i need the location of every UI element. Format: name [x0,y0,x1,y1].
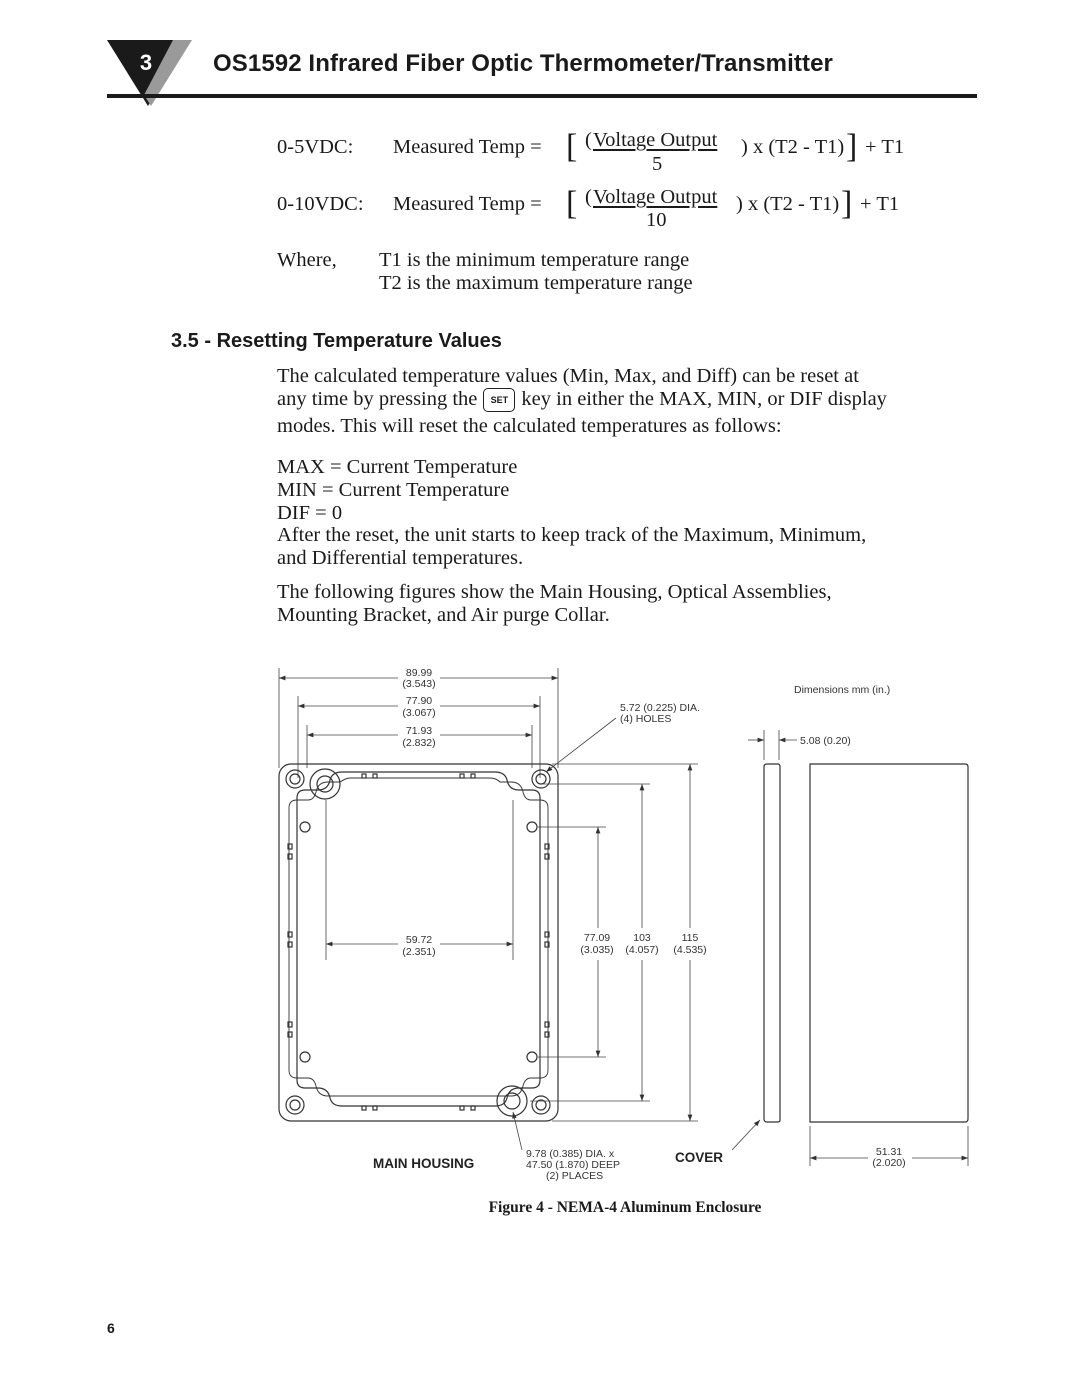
cover-thickness-dim [748,730,797,760]
cover-leader [732,1120,760,1150]
section-heading: 3.5 - Resetting Temperature Values [171,330,502,352]
dim-103-mm: 103 [633,932,651,944]
dim-mid-in: (3.067) [402,707,436,719]
cover-front-profile [810,764,968,1122]
where-label: Where, [277,249,337,271]
page-header-title: OS1592 Infrared Fiber Optic Thermometer/Transmitter [213,50,833,77]
dim-overall-mm: 89.99 [405,667,433,679]
where-t2-line: T2 is the maximum temperature range [379,272,693,294]
formula-5v-denominator: 5 [652,153,663,175]
reset-min-line: MIN = Current Temperature [277,479,510,501]
formula-10v-numerator: Voltage Output [593,186,718,208]
formula-10v-suffix: + T1 [860,193,900,215]
formula-10v-lhs: Measured Temp = [393,193,542,215]
figure-caption: Figure 4 - NEMA-4 Aluminum Enclosure [488,1199,762,1216]
holes-note-line1: 5.72 (0.225) DIA. [620,702,700,714]
dim-overall-in: (3.543) [402,678,436,690]
formula-10v-open-bracket: [ [566,185,578,222]
enclosure-drawing-svg [270,660,980,1200]
boss-note-line1: 9.78 (0.385) DIA. x [526,1148,615,1160]
para1-line2-post: key in either the MAX, MIN, or DIF display [521,388,887,410]
dim-59-mm: 59.72 [405,934,433,946]
units-note: Dimensions mm (in.) [794,684,891,696]
enclosure-drawing [270,660,980,1200]
para1-line2 [277,388,887,412]
dim-mid-mm: 77.90 [405,695,433,707]
formula-10v-close-bracket: ] [841,185,853,222]
page-number: 6 [107,1320,115,1336]
holes-note-line2: (4) HOLES [620,713,672,725]
boss-note-line3: (2) PLACES [546,1170,604,1182]
reset-max-line: MAX = Current Temperature [277,456,518,478]
dim-59-in: (2.351) [402,946,436,958]
para3-line1: The following figures show the Main Housing, Optical Assemblies, [277,581,832,603]
reset-dif-line: DIF = 0 [277,502,343,524]
dim-115-mm: 115 [681,932,699,944]
formula-5v-open-bracket: [ [566,128,578,165]
para1-line3: modes. This will reset the calculated temperatures as follows: [277,415,782,437]
dim-103-in: (4.057) [625,944,659,956]
vertical-dimension-lines [530,764,698,1121]
cover-side-profile [764,764,780,1122]
dim-inner-in: (2.832) [402,737,436,749]
para2-line1: After the reset, the unit starts to keep track of the Maximum, Minimum, [277,524,867,546]
formula-5v-lhs: Measured Temp = [393,136,542,158]
where-t1-line: T1 is the minimum temperature range [379,249,690,271]
formula-5v-suffix: + T1 [865,136,905,158]
para1-line1: The calculated temperature values (Min, Max, and Diff) can be reset at [277,365,859,387]
dim-77-in: (3.035) [580,944,614,956]
cover-thickness-label: 5.08 (0.20) [800,735,851,747]
para2-line2: and Differential temperatures. [277,547,524,569]
header-rule [107,94,977,98]
formula-5v-tail: ) x (T2 - T1) [741,136,845,158]
formula-10v-open-paren: ( [585,186,592,208]
cover-label: COVER [675,1150,724,1165]
dim-115-in: (4.535) [673,944,707,956]
dim-inner-mm: 71.93 [405,725,433,737]
boss-leader [513,1112,522,1150]
cover-depth-mm: 51.31 [875,1146,903,1158]
boss-note-line2: 47.50 (1.870) DEEP [526,1159,620,1171]
formula-5v-close-bracket: ] [846,128,858,165]
chapter-number: 3 [139,50,153,75]
main-housing-label: MAIN HOUSING [373,1156,475,1171]
formula-5v-range: 0-5VDC: [277,136,354,158]
formula-5v-open-paren: ( [585,129,592,151]
para1-line2-pre: any time by pressing the [277,388,478,410]
formula-10v-range: 0-10VDC: [277,193,364,215]
cover-depth-in: (2.020) [872,1157,906,1169]
formula-10v-denominator: 10 [646,209,667,231]
formula-10v-tail: ) x (T2 - T1) [736,193,840,215]
para3-line2: Mounting Bracket, and Air purge Collar. [277,604,610,626]
set-key-icon: SET [483,388,515,412]
dim-77-mm: 77.09 [583,932,611,944]
formula-5v-numerator: Voltage Output [593,129,718,151]
